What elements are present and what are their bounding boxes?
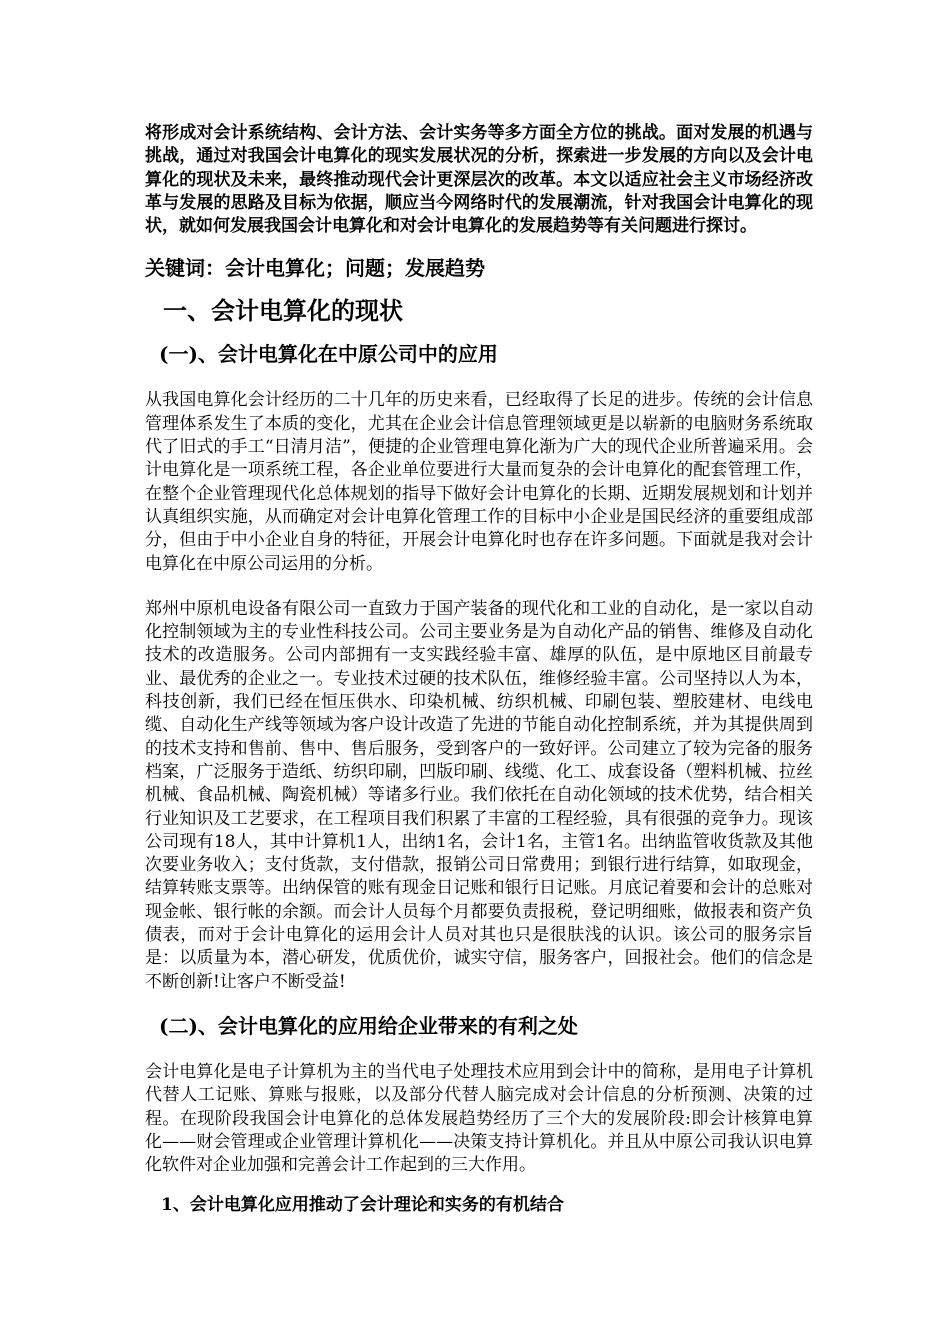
body-paragraph-3: 会计电算化是电子计算机为主的当代电子处理技术应用到会计中的简称，是用电子计算机代替人工记账、算账与报账，以及部分代替人脑完成对会计信息的分析预测、决策的过程。在现阶段我国会计电算化的总体发展趋势经历了三个大的发展阶段:即会计核算电算化——财会管理或企业管理计算机化——决策支持计算机化。并且从中原公司我认识电算化软件对企业加强和完善会计工作起到的三大作用。 — [145, 1061, 813, 1176]
body-paragraph-1: 从我国电算化会计经历的二十几年的历史来看，已经取得了长足的进步。传统的会计信息管理体系发生了本质的变化，尤其在企业会计信息管理领域更是以崭新的电脑财务系统取代了旧式的手工“日清月洁”，便捷的企业管理电算化渐为广大的现代企业所普遍采用。会计电算化是一项系统工程，各企业单位要进行大量而复杂的会计电算化的配套管理工作，在整个企业管理现代化总体规划的指导下做好会计电算化的长期、近期发展规划和计划并认真组织实施，从而确定对会计电算化管理工作的目标中小企业是国民经济的重要组成部分，但由于中小企业自身的特征，开展会计电算化时也存在许多问题。下面就是我对会计电算化在中原公司运用的分析。 — [145, 390, 813, 574]
numbered-heading-1: 1、会计电算化应用推动了会计理论和实务的有机结合 — [161, 1195, 564, 1216]
subsection-heading-2: (二)、会计电算化的应用给企业带来的有利之处 — [159, 1013, 578, 1038]
section-heading: 一、会计电算化的现状 — [163, 296, 403, 326]
document-content — [145, 122, 813, 1217]
body-paragraph-2: 郑州中原机电设备有限公司一直致力于国产装备的现代化和工业的自动化，是一家以自动化控制领域为主的专业性科技公司。公司主要业务是为自动化产品的销售、维修及自动化技术的改造服务。公司内部拥有一支实践经验丰富、雄厚的队伍，是中原地区目前最专业、最优秀的企业之一。专业技术过硬的技术队伍，维修经验丰富。公司坚持以人为本，科技创新，我们已经在恒压供水、印染机械、纺织机械、印刷包装、塑胶建材、电线电缆、自动化生产线等领域为客户设计改造了先进的节能自动化控制系统，并为其提供周到的技术支持和售前、售中、售后服务，受到客户的一致好评。公司建立了较为完备的服务档案，广泛服务于造纸、纺织印刷，凹版印刷、线缆、化工、成套设备（塑料机械、拉丝机械、食品机械、陶瓷机械）等诸多行业。我们依托在自动化领域的技术优势，结合相关行业知识及工艺要求，在工程项目我们积累了丰富的工程经验，具有很强的竞争力。现该公司现有18人，其中计算机1人，出纳1名，会计1名，主管1名。出纳监管收货款及其他次要业务收入；支付货款，支付借款，报销公司日常费用；到银行进行结算，如取现金，结算转账支票等。出纳保管的账有现金日记账和银行日记账。月底记着要和会计的总账对现金帐、银行帐的余额。而会计人员每个月都要负责报税，登记明细账，做报表和资产负债表，而对于会计电算化的运用会计人员对其也只是很肤浅的认识。该公司的服务宗旨是：以质量为本，潜心研发，优质优价，诚实守信，服务客户，回报社会。他们的信念是不断创新!让客户不断受益! — [145, 598, 813, 992]
keywords-line: 关键词：会计电算化；问题；发展趋势 — [145, 256, 485, 281]
subsection-heading-1: (一)、会计电算化在中原公司中的应用 — [159, 342, 498, 367]
abstract-paragraph: 将形成对会计系统结构、会计方法、会计实务等多方面全方位的挑战。面对发展的机遇与挑战，通过对我国会计电算化的现实发展状况的分析，探索进一步发展的方向以及会计电算化的现状及未来，最终推动现代会计更深层次的改革。本文以适应社会主义市场经济改革与发展的思路及目标为依据，顺应当今网络时代的发展潮流，针对我国会计电算化的现状，就如何发展我国会计电算化和对会计电算化的发展趋势等有关问题进行探讨。 — [145, 123, 813, 237]
